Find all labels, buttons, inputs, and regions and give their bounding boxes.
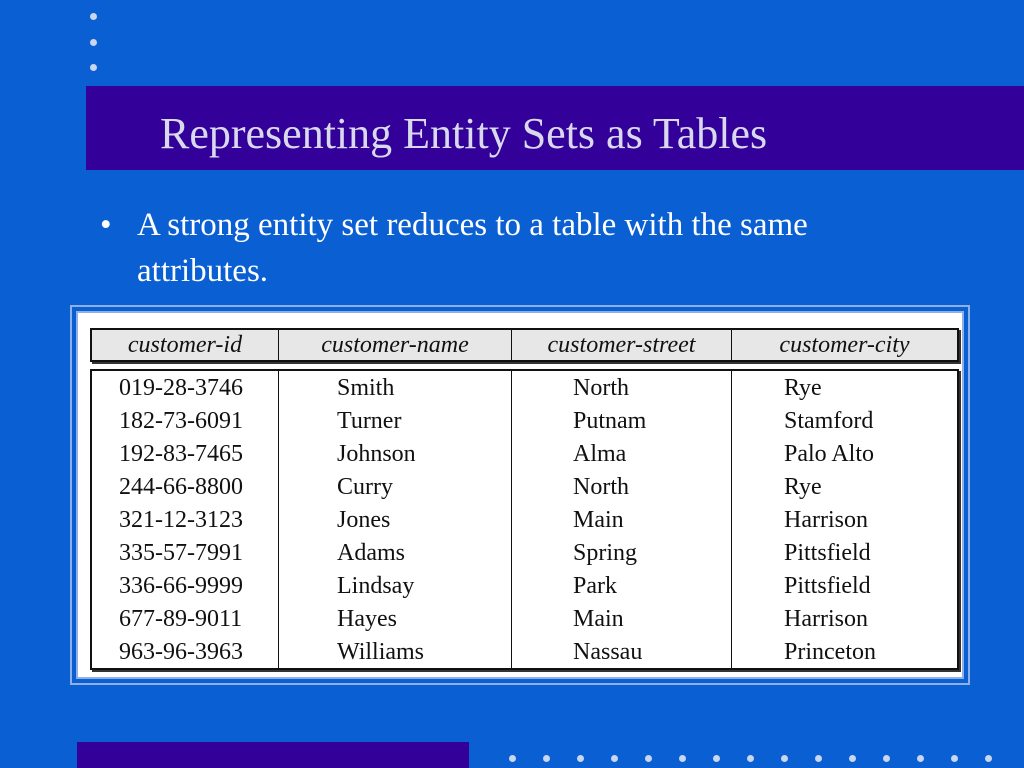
table-row [92,603,957,636]
cell-customer-street: Main [573,606,624,632]
header-customer-id: customer-id [127,332,243,358]
decorative-dot [645,755,652,762]
decorative-dot [815,755,822,762]
cell-customer-street: Main [573,507,624,533]
header-customer-name: customer-name [321,332,469,358]
cell-customer-name: Williams [337,639,425,665]
cell-customer-name: Johnson [337,441,416,467]
cell-customer-city: Palo Alto [784,441,875,467]
table-row [92,405,957,438]
table-row [92,537,957,570]
cell-customer-city: Stamford [784,408,874,434]
decorative-dot [985,755,992,762]
cell-customer-id: 335-57-7991 [119,540,243,566]
cell-customer-street: Park [573,573,617,599]
slide-title: Representing Entity Sets as Tables [160,109,768,158]
cell-customer-id: 677-89-9011 [119,606,243,632]
bottom-band [77,742,469,768]
decorative-dot [747,755,754,762]
cell-customer-id: 336-66-9999 [119,573,243,599]
decorative-dot [917,755,924,762]
decorative-dot [679,755,686,762]
table-row [92,372,957,405]
table-header-row [90,328,959,362]
cell-customer-street: North [573,474,629,500]
cell-customer-city: Harrison [784,606,868,632]
cell-customer-street: Putnam [573,408,647,434]
cell-customer-street: North [573,375,629,401]
cell-customer-id: 244-66-8800 [119,474,243,500]
cell-customer-name: Curry [337,474,393,500]
decorative-dot [883,755,890,762]
header-customer-street: customer-street [547,332,696,358]
decorative-dot [90,13,97,20]
decorative-dot [849,755,856,762]
table-row [92,636,957,669]
cell-customer-street: Nassau [573,639,643,665]
cell-customer-city: Rye [784,474,822,500]
table-row [92,438,957,471]
cell-customer-city: Harrison [784,507,868,533]
decorative-dot [951,755,958,762]
cell-customer-city: Pittsfield [784,573,871,599]
cell-customer-city: Pittsfield [784,540,871,566]
cell-customer-id: 192-83-7465 [119,441,243,467]
cell-customer-name: Jones [337,507,391,533]
table-row [92,504,957,537]
decorative-dot [781,755,788,762]
cell-customer-name: Smith [337,375,395,401]
cell-customer-id: 963-96-3963 [119,639,243,665]
decorative-dot [713,755,720,762]
table-figure [70,305,970,685]
bullet-marker: • [100,207,112,243]
cell-customer-id: 321-12-3123 [119,507,243,533]
cell-customer-name: Turner [337,408,402,434]
decorative-dot [509,755,516,762]
table-body [90,369,959,670]
decorative-dot [611,755,618,762]
table-figure-inner [76,311,964,679]
cell-customer-city: Princeton [784,639,876,665]
decorative-dot [577,755,584,762]
header-customer-city: customer-city [779,332,910,358]
cell-customer-id: 182-73-6091 [119,408,243,434]
table-row [92,471,957,504]
decorative-dot [90,64,97,71]
cell-customer-name: Adams [337,540,405,566]
table-row [92,570,957,603]
cell-customer-city: Rye [784,375,822,401]
cell-customer-street: Spring [573,540,638,566]
cell-customer-id: 019-28-3746 [119,375,243,401]
decorative-dot [90,39,97,46]
cell-customer-name: Hayes [337,606,397,632]
cell-customer-street: Alma [573,441,627,467]
bullet-text: A strong entity set reduces to a table with the same attributes. [137,207,808,289]
cell-customer-name: Lindsay [337,573,415,599]
decorative-dot [543,755,550,762]
